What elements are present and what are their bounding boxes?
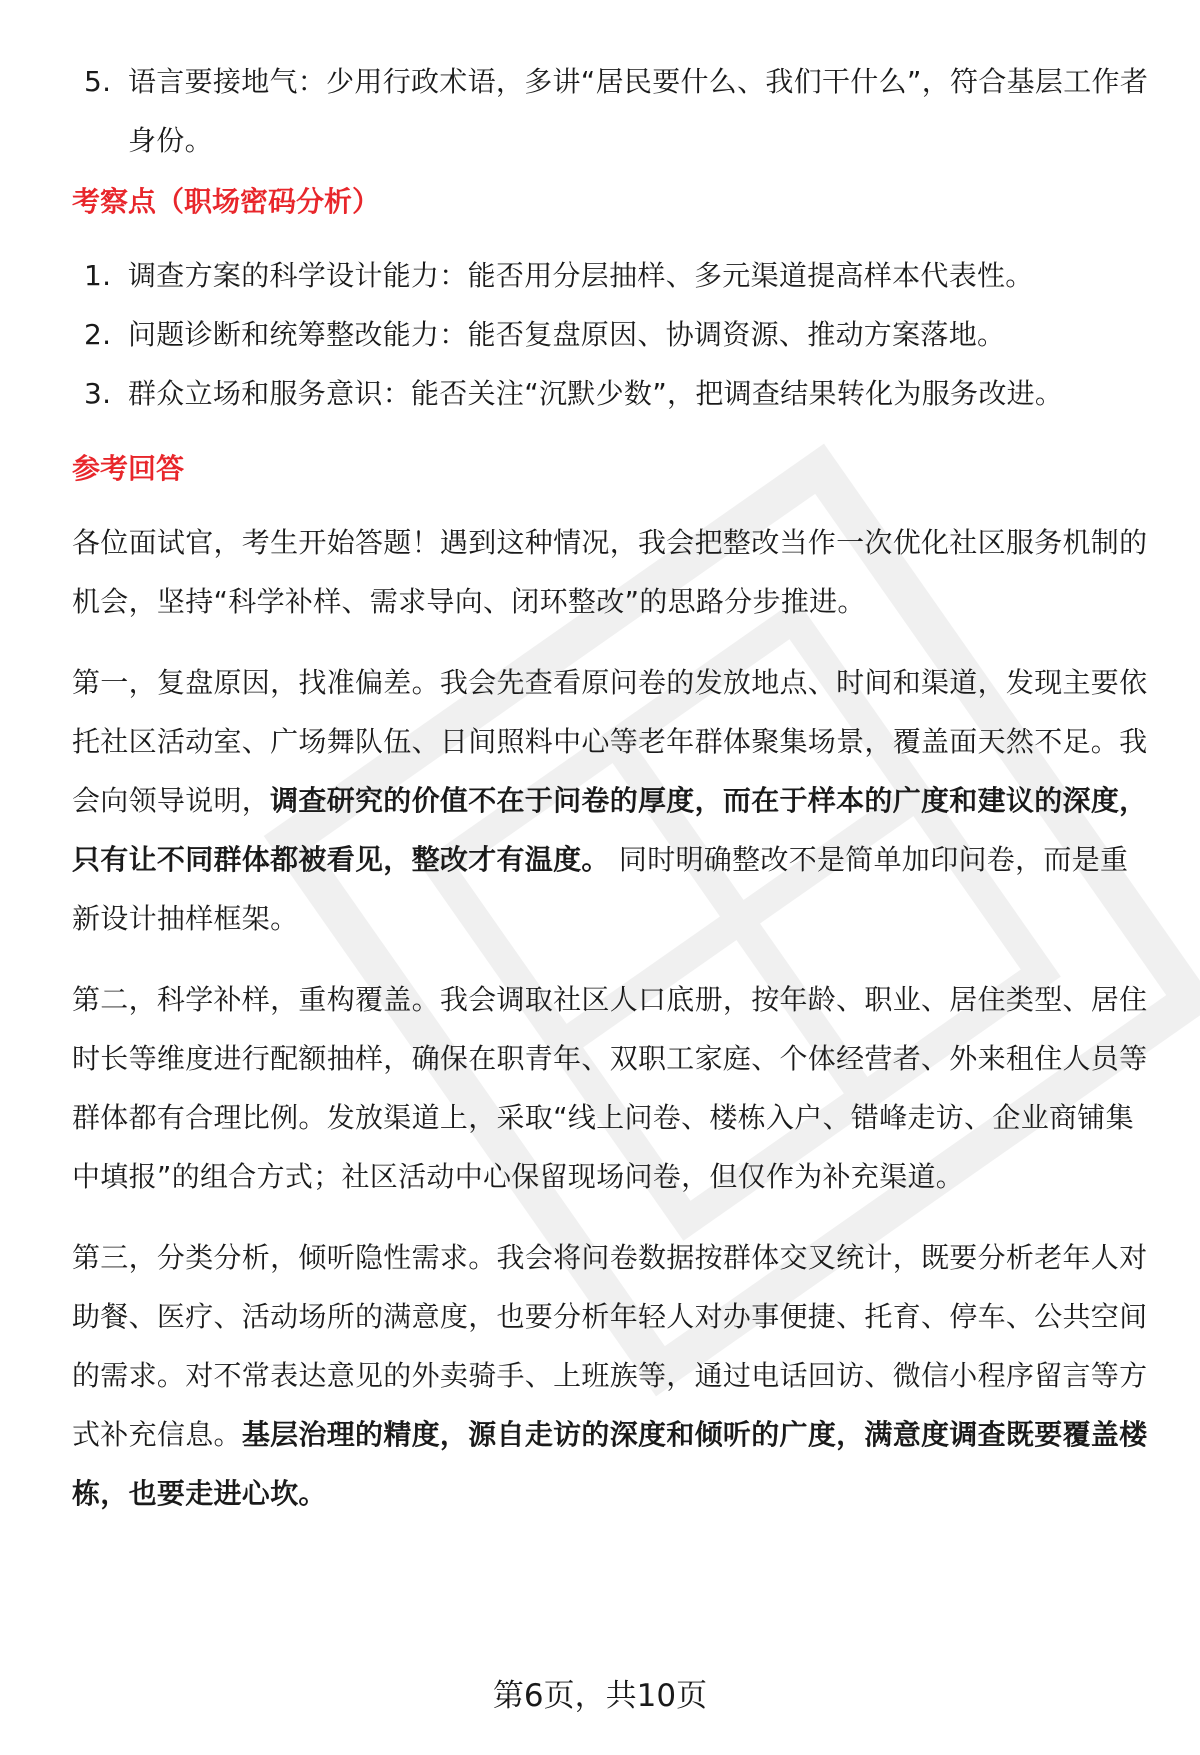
list-number: 1.	[84, 259, 112, 292]
paragraph-text: 第三，分类分析，倾听隐性需求。我会将问卷数据按群体交叉统计，既要分析老年人对助餐、医疗、活动场所的满意度，也要分析年轻人对办事便捷、托育、停车、公共空间的需求。对不常表达意见的外卖骑手、上班族等，通过电话回访、微信小程序留言等方式补充信息。	[72, 1241, 1148, 1451]
list-text: 调查方案的科学设计能力：能否用分层抽样、多元渠道提高样本代表性。	[128, 259, 1034, 292]
answer-paragraph-intro: 各位面试官，考生开始答题！遇到这种情况，我会把整改当作一次优化社区服务机制的机会，坚持“科学补样、需求导向、闭环整改”的思路分步推进。	[72, 526, 1148, 618]
document-page	[72, 58, 1152, 1523]
page-footer: 第6页，共10页	[492, 1678, 708, 1714]
list-number: 5.	[84, 65, 112, 98]
section-heading-assessment: 考察点（职场密码分析）	[72, 185, 381, 218]
answer-paragraph-first	[72, 653, 1152, 948]
paragraph-text: 第一，复盘原因，找准偏差。我会先查看原问卷的发放地点、时间和渠道，发现主要依托社区活动室、广场舞队伍、日间照料中心等老年群体聚集场景，覆盖面天然不足。我会向领导说明，	[72, 666, 1148, 817]
list-text: 语言要接地气：少用行政术语，多讲“居民要什么、我们干什么”，符合基层工作者身份。	[128, 65, 1149, 157]
list-number: 2.	[84, 318, 112, 351]
assessment-list	[72, 246, 1152, 423]
key-point-text: 基层治理的精度，源自走访的深度和倾听的广度，满意度调查既要覆盖楼栋，也要走进心坎。	[72, 1418, 1148, 1510]
list-item	[72, 246, 1152, 305]
key-point-text: 调查研究的价值不在于问卷的厚度，而在于样本的广度和建议的深度，只有让不同群体都被看见，整改才有温度。	[72, 784, 1148, 876]
answer-paragraph-second: 第二，科学补样，重构覆盖。我会调取社区人口底册，按年龄、职业、居住类型、居住时长等维度进行配额抽样，确保在职青年、双职工家庭、个体经营者、外来租住人员等群体都有合理比例。发放渠道上，采取“线上问卷、楼栋入户、错峰走访、企业商铺集中填报”的组合方式；社区活动中心保留现场问卷，但仅作为补充渠道。	[72, 983, 1148, 1193]
list-item	[72, 305, 1152, 364]
list-text: 群众立场和服务意识：能否关注“沉默少数”，把调查结果转化为服务改进。	[128, 377, 1064, 410]
list-item	[72, 364, 1152, 423]
guideline-list	[72, 52, 1152, 170]
answer-paragraph-third	[72, 1228, 1152, 1523]
paragraph-text: 同时明确整改不是简单加印问卷，而是重新设计抽样框架。	[72, 843, 1129, 935]
list-text: 问题诊断和统筹整改能力：能否复盘原因、协调资源、推动方案落地。	[128, 318, 1006, 351]
list-item	[72, 52, 1152, 170]
section-heading-answer: 参考回答	[72, 452, 185, 485]
list-number: 3.	[84, 377, 112, 410]
